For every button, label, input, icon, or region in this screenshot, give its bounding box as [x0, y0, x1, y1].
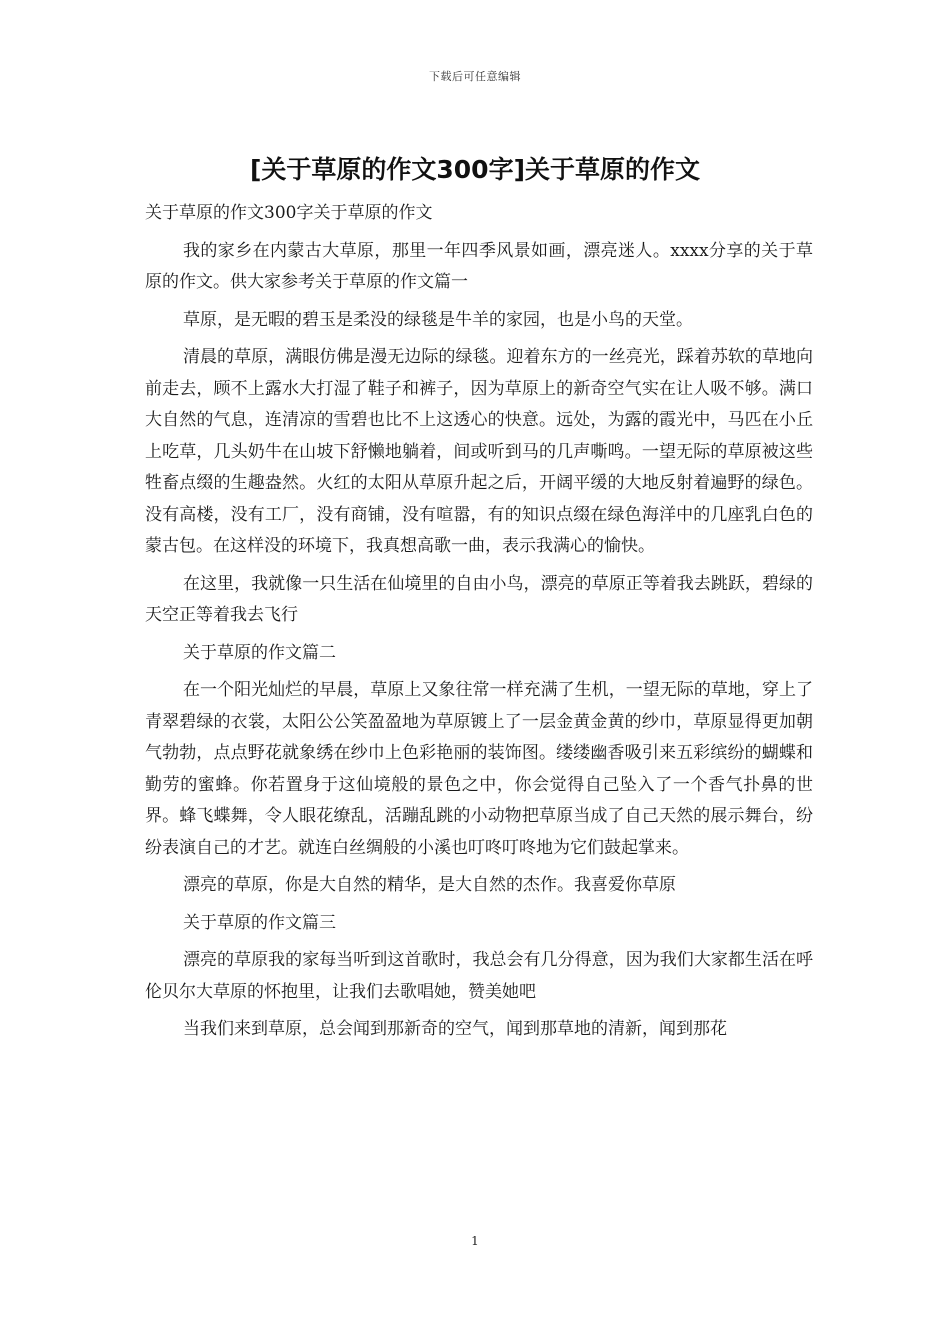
body-paragraph: 在这里，我就像一只生活在仙境里的自由小鸟，漂亮的草原正等着我去跳跃，碧绿的天空正等着我去飞行	[145, 573, 813, 625]
body-paragraph: 在一个阳光灿烂的早晨，草原上又象往常一样充满了生机，一望无际的草地，穿上了青翠碧绿的衣裳，太阳公公笑盈盈地为草原镀上了一层金黄金黄的纱巾，草原显得更加朝气勃勃，点点野花就象绣在纱巾上色彩艳丽的装饰图。缕缕幽香吸引来五彩缤纷的蝴蝶和勤劳的蜜蜂。你若置身于这仙境般的景色之中，你会觉得自己坠入了一个香气扑鼻的世界。蜂飞蝶舞，令人眼花缭乱，活蹦乱跳的小动物把草原当成了自己天然的展示舞台，纷纷表演自己的才艺。就连白丝绸般的小溪也叮咚叮咚地为它们鼓起掌来。	[145, 680, 813, 858]
header-note: 下载后可任意编辑	[429, 70, 521, 83]
section-heading: 关于草原的作文篇三	[183, 912, 336, 933]
page-number: 1	[471, 1234, 479, 1248]
document-title: [关于草原的作文300字]关于草原的作文	[249, 155, 701, 184]
body-paragraph: 我的家乡在内蒙古大草原，那里一年四季风景如画，漂亮迷人。xxxx分享的关于草原的作文。供大家参考关于草原的作文篇一	[145, 240, 813, 292]
document-body	[145, 198, 813, 1052]
body-paragraph: 漂亮的草原，你是大自然的精华，是大自然的杰作。我喜爱你草原	[183, 875, 676, 895]
body-paragraph: 草原，是无暇的碧玉是柔没的绿毯是牛羊的家园，也是小鸟的天堂。	[183, 309, 693, 330]
body-paragraph: 清晨的草原，满眼仿佛是漫无边际的绿毯。迎着东方的一丝亮光，踩着苏软的草地向前走去，顾不上露水大打湿了鞋子和裤子，因为草原上的新奇空气实在让人吸不够。满口大自然的气息，连清凉的雪碧也比不上这透心的快意。远处，为露的霞光中，马匹在小丘上吃草，几头奶牛在山坡下舒懒地躺着，间或听到马的几声嘶鸣。一望无际的草原被这些牲畜点缀的生趣盎然。火红的太阳从草原升起之后，开阔平缓的大地反射着遍野的绿色。没有高楼，没有工厂，没有商铺，没有喧嚣，有的知识点缀在绿色海洋中的几座乳白色的蒙古包。在这样没的环境下，我真想高歌一曲，表示我满心的愉快。	[145, 347, 813, 556]
body-paragraph: 漂亮的草原我的家每当听到这首歌时，我总会有几分得意，因为我们大家都生活在呼伦贝尔大草原的怀抱里，让我们去歌唱她，赞美她吧	[145, 950, 813, 1002]
section-heading: 关于草原的作文篇二	[183, 642, 336, 663]
body-paragraph: 当我们来到草原，总会闻到那新奇的空气，闻到那草地的清新，闻到那花	[183, 1019, 727, 1039]
subtitle-paragraph: 关于草原的作文300字关于草原的作文	[145, 203, 433, 223]
